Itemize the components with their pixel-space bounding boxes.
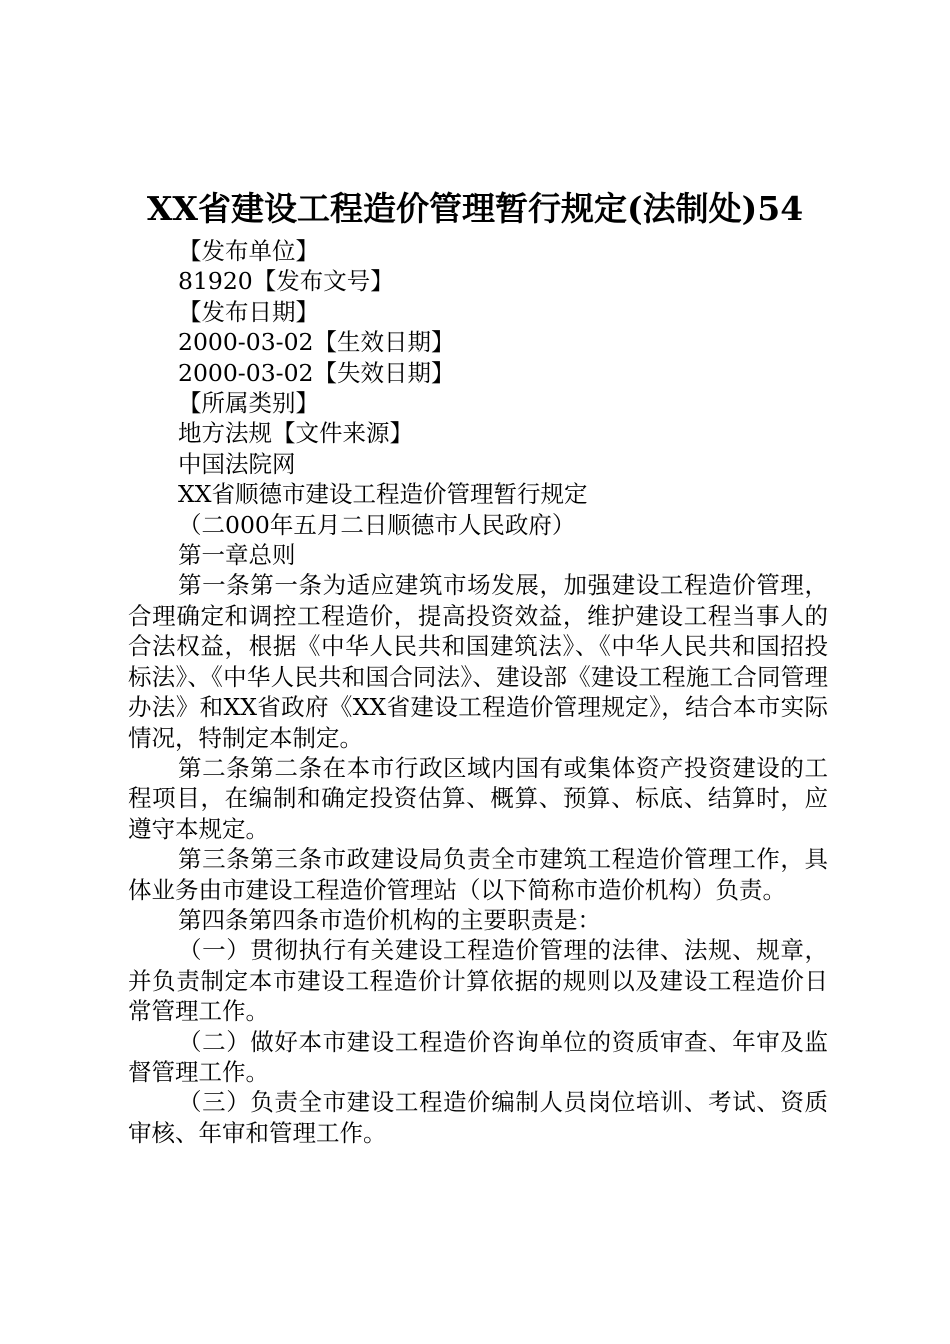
article-paragraph: （三）负责全市建设工程造价编制人员岗位培训、考试、资质审核、年审和管理工作。: [128, 1088, 828, 1147]
article-paragraph: （一）贯彻执行有关建设工程造价管理的法律、法规、规章，并负责制定本市建设工程造价计算依据的规则以及建设工程造价日常管理工作。: [128, 936, 828, 1026]
article-paragraph: 第四条第四条市造价机构的主要职责是：: [178, 905, 601, 934]
document-body: [128, 236, 828, 1148]
meta-source: 地方法规【文件来源】: [178, 419, 413, 448]
regulation-date: （二000年五月二日顺德市人民政府）: [178, 510, 576, 539]
meta-publish-date: 【发布日期】: [178, 297, 319, 326]
article-paragraph: （二）做好本市建设工程造价咨询单位的资质审查、年审及监督管理工作。: [128, 1027, 828, 1086]
meta-category: 【所属类别】: [178, 389, 319, 418]
chapter-heading: 第一章总则: [178, 541, 296, 570]
meta-doc-number: 81920【发布文号】: [178, 267, 394, 296]
meta-source-name: 中国法院网: [178, 449, 296, 478]
meta-effective-date: 2000-03-02【生效日期】: [178, 328, 455, 357]
article-paragraph: 第二条第二条在本市行政区域内国有或集体资产投资建设的工程项目，在编制和确定投资估算、概算、预算、标底、结算时，应遵守本规定。: [128, 753, 828, 843]
meta-publisher: 【发布单位】: [178, 237, 319, 265]
article-paragraph: 第一条第一条为适应建筑市场发展，加强建设工程造价管理，合理确定和调控工程造价，提高投资效益，维护建设工程当事人的合法权益，根据《中华人民共和国建筑法》、《中华人民共和国招投标法》、《中华人民共和国合同法》、建设部《建设工程施工合同管理办法》和XX省政府《XX省建设工程造价管理规定》，结合本市实际情况，特制定本制定。: [128, 571, 828, 752]
article-paragraph: 第三条第三条市政建设局负责全市建筑工程造价管理工作，具体业务由市建设工程造价管理站（以下简称市造价机构）负责。: [128, 845, 828, 904]
regulation-name: XX省顺德市建设工程造价管理暂行规定: [178, 480, 588, 509]
meta-expiry-date: 2000-03-02【失效日期】: [178, 358, 455, 387]
document-title: XX省建设工程造价管理暂行规定(法制处)54: [146, 189, 804, 228]
